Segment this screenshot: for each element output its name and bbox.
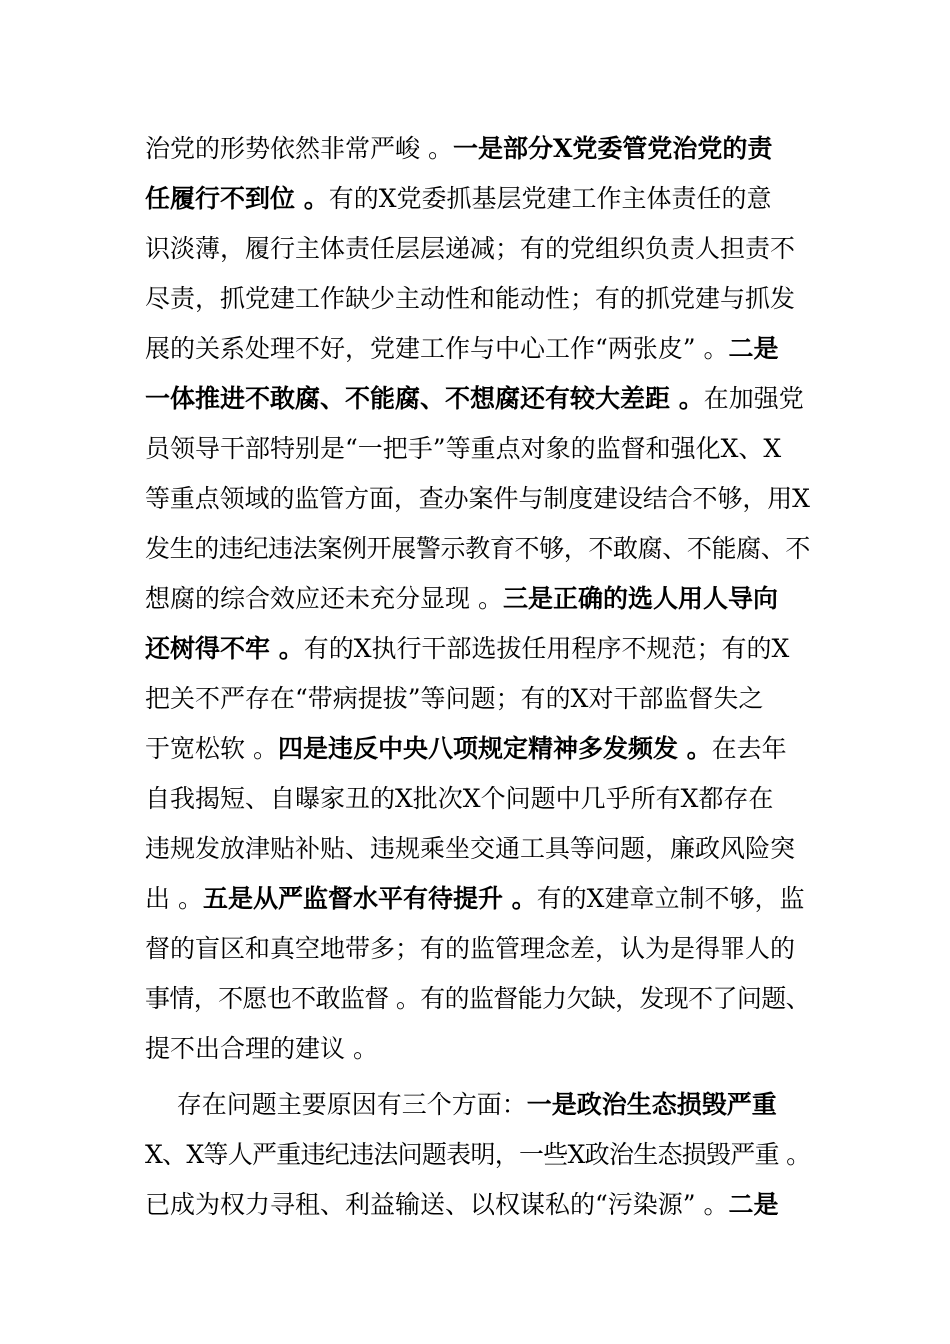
body-text-segment: 事情，不愿也不敢监督 。有的监督能力欠缺，发现不了问题、 xyxy=(145,984,810,1013)
bold-heading-text: 四是违反中央八项规定精神多发频发 。 xyxy=(277,734,712,763)
bold-heading-text: 三是正确的选人用人导向 xyxy=(502,584,778,613)
body-text-segment: 在去年 xyxy=(711,734,787,763)
body-text-segment: 识淡薄，履行主体责任层层递减；有的党组织负责人担责不 xyxy=(145,234,796,263)
body-text-segment: 已成为权力寻租、利益输送、以权谋私的“污染源” 。 xyxy=(145,1190,729,1219)
text-line xyxy=(145,824,810,874)
body-text-segment: 有的X建章立制不够，监 xyxy=(536,884,805,913)
bold-heading-text: 二是 xyxy=(728,334,779,363)
body-text-segment: 在加强党 xyxy=(703,384,804,413)
text-line xyxy=(145,224,810,274)
text-line xyxy=(145,1180,810,1230)
text-line xyxy=(145,374,810,424)
bold-heading-text: 任履行不到位 。 xyxy=(145,184,329,213)
body-text-segment: 有的X党委抓基层党建工作主体责任的意 xyxy=(328,184,772,213)
text-line xyxy=(145,774,810,824)
document-body xyxy=(145,124,810,1230)
text-line xyxy=(145,874,810,924)
body-text-segment: 违规发放津贴补贴、违规乘坐交通工具等问题，廉政风险突 xyxy=(145,834,796,863)
body-text-segment: 有的X执行干部选拔任用程序不规范；有的X xyxy=(303,634,790,663)
text-line xyxy=(145,424,810,474)
text-line xyxy=(145,674,810,724)
body-text-segment: 发生的违纪违法案例开展警示教育不够，不敢腐、不能腐、不 xyxy=(145,534,810,563)
body-text-segment: 展的关系处理不好，党建工作与中心工作“两张皮” 。 xyxy=(145,334,729,363)
bold-heading-text: 一体推进不敢腐、不能腐、不想腐还有较大差距 。 xyxy=(145,384,704,413)
body-text-segment: 出 。 xyxy=(145,884,203,913)
body-text-segment: 提不出合理的建议 。 xyxy=(145,1034,378,1063)
bold-heading-text: 一是部分X党委管党治党的责 xyxy=(452,134,773,163)
body-text-segment: 员领导干部特别是“一把手”等重点对象的监督和强化X、X xyxy=(145,434,782,463)
text-line xyxy=(145,324,810,374)
bold-heading-text: 二是 xyxy=(728,1190,779,1219)
paragraph-first-line xyxy=(145,1080,810,1130)
bold-heading-text: 还树得不牢 。 xyxy=(145,634,304,663)
body-text-segment: 治党的形势依然非常严峻 。 xyxy=(145,134,453,163)
text-line xyxy=(145,1024,810,1074)
text-line xyxy=(145,624,810,674)
text-line xyxy=(145,1130,810,1180)
body-text-segment: 自我揭短、自曝家丑的X批次X个问题中几乎所有X都存在 xyxy=(145,784,774,813)
body-text-segment: 存在问题主要原因有三个方面： xyxy=(145,1090,527,1119)
text-line xyxy=(145,274,810,324)
body-text-segment: 尽责，抓党建工作缺少主动性和能动性；有的抓党建与抓发 xyxy=(145,284,796,313)
body-text-segment: 督的盲区和真空地带多；有的监管理念差，认为是得罪人的 xyxy=(145,934,796,963)
body-text-segment: 等重点领域的监管方面，查办案件与制度建设结合不够，用X xyxy=(145,484,810,513)
text-line xyxy=(145,724,810,774)
text-line xyxy=(145,474,810,524)
text-line xyxy=(145,174,810,224)
text-line xyxy=(145,924,810,974)
bold-heading-text: 五是从严监督水平有待提升 。 xyxy=(202,884,537,913)
body-text-segment: 于宽松软 。 xyxy=(145,734,278,763)
bold-heading-text: 一是政治生态损毁严重 xyxy=(526,1090,777,1119)
text-line xyxy=(145,124,810,174)
body-text-segment: X、X等人严重违纪违法问题表明，一些X政治生态损毁严重 。 xyxy=(145,1140,810,1169)
text-line xyxy=(145,574,810,624)
body-text-segment: 把关不严存在“带病提拔”等问题；有的X对干部监督失之 xyxy=(145,684,764,713)
body-text-segment: 想腐的综合效应还未充分显现 。 xyxy=(145,584,503,613)
text-line xyxy=(145,974,810,1024)
text-line xyxy=(145,524,810,574)
